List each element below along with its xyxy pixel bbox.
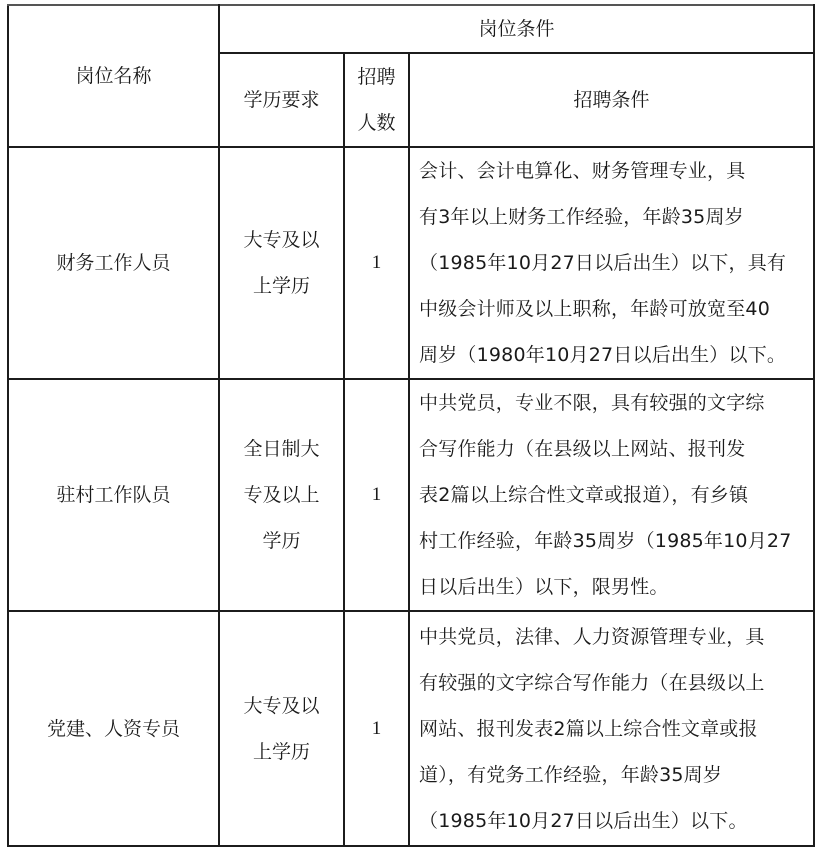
conditions-line: （1985年10月27日以后出生）以下。 bbox=[419, 809, 748, 832]
conditions-line: 道），有党务工作经验，年龄35周岁 bbox=[419, 763, 723, 786]
education-cell bbox=[219, 147, 344, 379]
table-row bbox=[8, 147, 814, 379]
conditions-line: 网站、报刊发表2篇以上综合性文章或报 bbox=[419, 717, 758, 740]
conditions-line: 有3年以上财务工作经验，年龄35周岁 bbox=[419, 206, 744, 228]
education-line: 专及以上 bbox=[243, 484, 320, 506]
header-headcount bbox=[344, 53, 409, 147]
conditions-line: 表2篇以上综合性文章或报道），有乡镇 bbox=[419, 484, 749, 506]
education-line: 上学历 bbox=[252, 740, 310, 763]
conditions-line: 中共党员，法律、人力资源管理专业，具 bbox=[419, 625, 765, 648]
conditions-line: （1985年10月27日以后出生）以下，具有 bbox=[419, 252, 787, 274]
header-education: 学历要求 bbox=[219, 53, 344, 147]
education-line: 上学历 bbox=[252, 275, 310, 297]
conditions-line: 村工作经验，年龄35周岁（1985年10月27 bbox=[419, 530, 792, 552]
conditions-line: 合写作能力（在县级以上网站、报刊发 bbox=[419, 438, 746, 460]
header-position-conditions: 岗位条件 bbox=[219, 5, 814, 53]
header-headcount-line1: 招聘 bbox=[357, 66, 396, 88]
headcount-cell: 1 bbox=[344, 379, 409, 611]
table-row bbox=[8, 379, 814, 611]
conditions-line: 日以后出生）以下，限男性。 bbox=[419, 576, 669, 598]
headcount-cell: 1 bbox=[344, 147, 409, 379]
conditions-line: 中共党员，专业不限，具有较强的文字综 bbox=[419, 392, 765, 414]
education-line: 大专及以 bbox=[243, 694, 320, 717]
conditions-cell bbox=[409, 611, 814, 846]
conditions-line: 周岁（1980年10月27日以后出生）以下。 bbox=[419, 344, 787, 366]
education-cell bbox=[219, 379, 344, 611]
education-cell bbox=[219, 611, 344, 846]
header-recruit-conditions: 招聘条件 bbox=[409, 53, 814, 147]
recruitment-table bbox=[7, 4, 815, 847]
conditions-line: 有较强的文字综合写作能力（在县级以上 bbox=[419, 671, 765, 694]
conditions-line: 会计、会计电算化、财务管理专业，具 bbox=[419, 160, 746, 182]
position-name-cell: 财务工作人员 bbox=[8, 147, 219, 379]
education-line: 全日制大 bbox=[243, 438, 320, 460]
position-name-cell: 驻村工作队员 bbox=[8, 379, 219, 611]
headcount-cell: 1 bbox=[344, 611, 409, 846]
education-line: 学历 bbox=[262, 530, 301, 552]
header-row-1 bbox=[8, 5, 814, 53]
position-name-cell: 党建、人资专员 bbox=[8, 611, 219, 846]
education-line: 大专及以 bbox=[243, 229, 320, 251]
conditions-cell bbox=[409, 147, 814, 379]
header-position-name: 岗位名称 bbox=[8, 5, 219, 147]
conditions-line: 中级会计师及以上职称，年龄可放宽至40 bbox=[419, 298, 770, 320]
table-row bbox=[8, 611, 814, 846]
conditions-cell bbox=[409, 379, 814, 611]
header-headcount-line2: 人数 bbox=[357, 112, 396, 134]
